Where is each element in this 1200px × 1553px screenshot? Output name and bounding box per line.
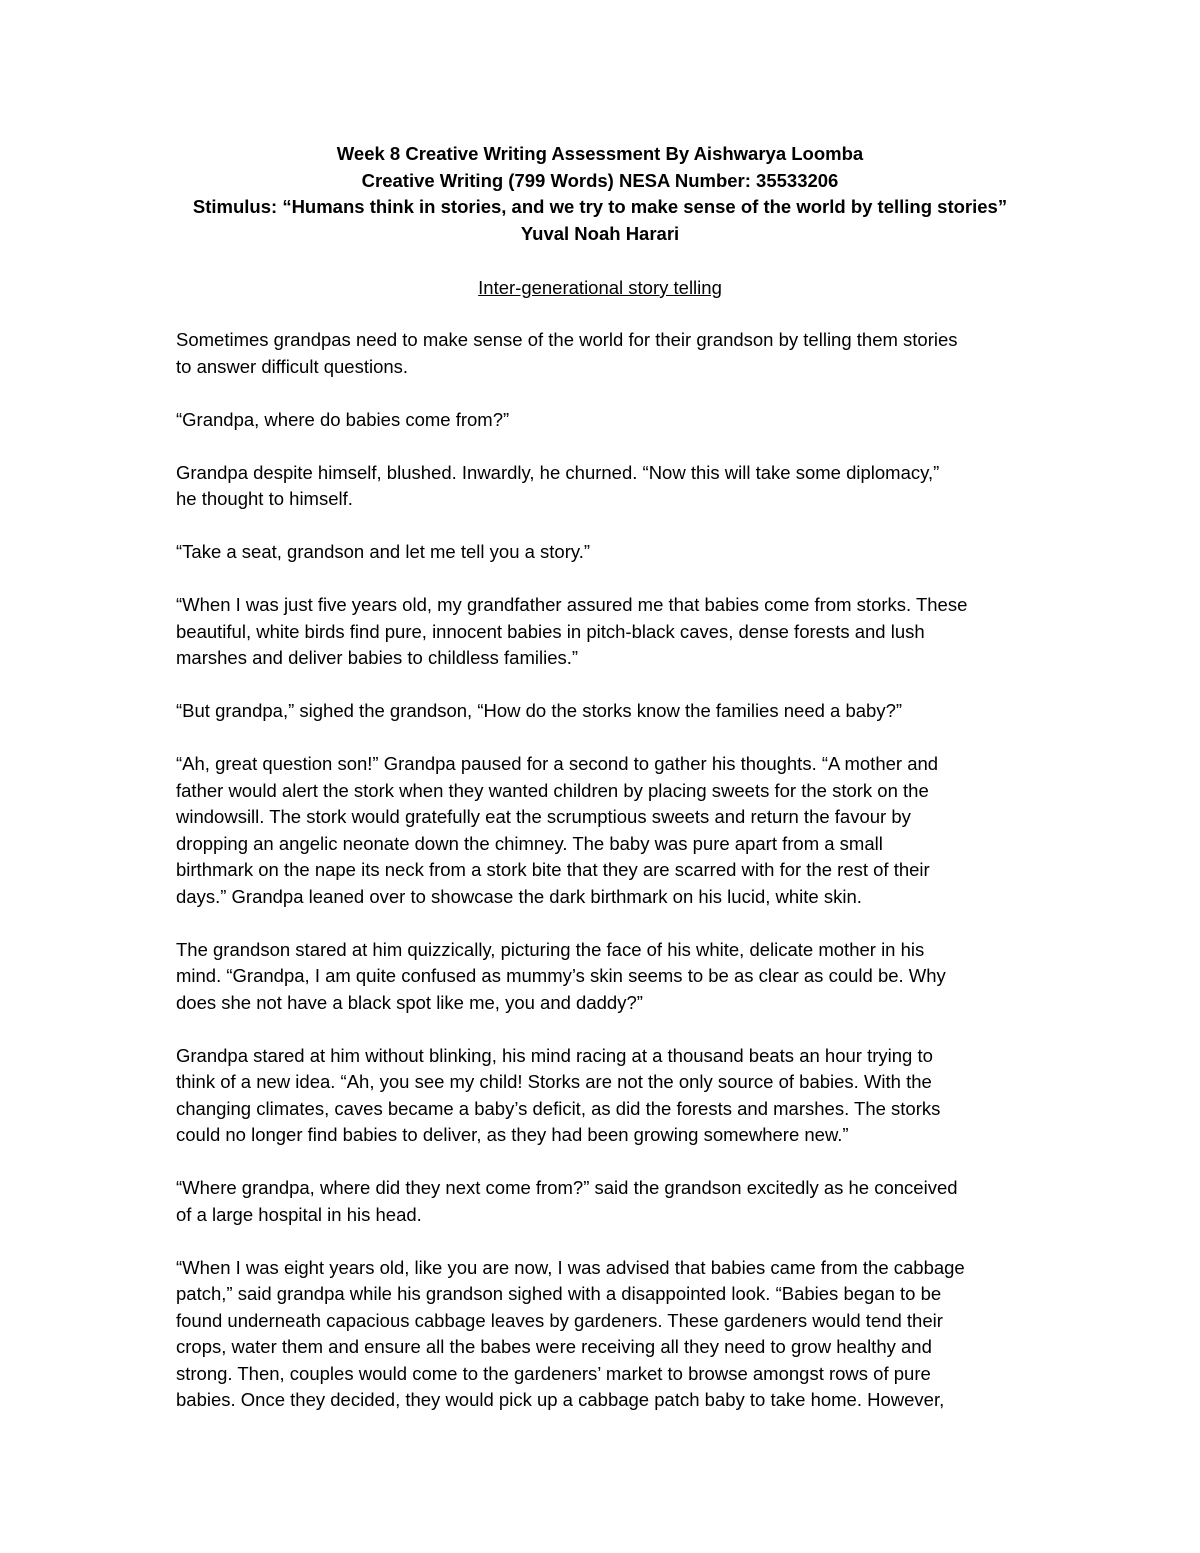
paragraph-line: mind. “Grandpa, I am quite confused as mummy’s skin seems to be as clear as could be. Why [176,965,946,986]
paragraph-line: “But grandpa,” sighed the grandson, “How do the storks know the families need a baby?” [176,700,903,721]
paragraph-line: “Grandpa, where do babies come from?” [176,408,510,430]
paragraph-line: found underneath capacious cabbage leaves by gardeners. These gardeners would tend their [176,1309,943,1331]
story-paragraph [176,460,1036,513]
stimulus-author: Yuval Noah Harari [520,222,680,244]
story-paragraph [176,937,1036,1017]
paragraph-line: babies. Once they decided, they would pick up a cabbage patch baby to take home. However, [176,1389,945,1410]
paragraph-line: Sometimes grandpas need to make sense of the world for their grandson by telling them stories [176,329,958,350]
paragraph-line: Grandpa stared at him without blinking, his mind racing at a thousand beats an hour trying to [176,1044,933,1066]
paragraph-line: to answer difficult questions. [176,355,409,377]
paragraph-line: The grandson stared at him quizzically, picturing the face of his white, delicate mother in his [176,938,925,960]
story-body [176,327,1036,1440]
paragraph-line: marshes and deliver babies to childless families.” [176,647,579,668]
paragraph-line: changing climates, caves became a baby’s deficit, as did the forests and marshes. The storks [176,1097,941,1119]
word-count-line: Creative Writing (799 Words) NESA Number: 35533206 [361,169,839,191]
story-paragraph [176,407,1036,434]
paragraph-line: father would alert the stork when they wanted children by placing sweets for the stork on the [176,779,929,801]
paragraph-line: does she not have a black spot like me, you and daddy?” [176,991,643,1013]
story-paragraph [176,327,1036,380]
paragraph-line: crops, water them and ensure all the babes were receiving all they need to grow healthy and [176,1336,932,1357]
story-paragraph [176,1255,1036,1414]
paragraph-line: think of a new idea. “Ah, you see my child! Storks are not the only source of babies. With the [176,1071,932,1092]
story-paragraph [176,751,1036,910]
paragraph-line: “Take a seat, grandson and let me tell you a story.” [176,541,591,562]
title-line: Week 8 Creative Writing Assessment By Aishwarya Loomba [336,143,864,164]
paragraph-line: “When I was eight years old, like you are now, I was advised that babies came from the cabbage [176,1256,965,1278]
story-paragraph [176,1043,1036,1149]
story-title [0,275,1200,302]
paragraph-line: “When I was just five years old, my grandfather assured me that babies come from storks. These [176,594,968,615]
paragraph-line: patch,” said grandpa while his grandson sighed with a disappointed look. “Babies began to be [176,1283,942,1304]
paragraph-line: Grandpa despite himself, blushed. Inwardly, he churned. “Now this will take some diplomacy,” [176,461,940,483]
story-title-text: Inter-generational story telling [478,277,722,298]
paragraph-line: dropping an angelic neonate down the chimney. The baby was pure apart from a small [176,832,883,854]
paragraph-line: “Where grandpa, where did they next come from?” said the grandson excitedly as he conceived [176,1177,958,1198]
paragraph-line: birthmark on the nape its neck from a stork bite that they are scarred with for the rest of their [176,859,930,880]
paragraph-line: could no longer find babies to deliver, as they had been growing somewhere new.” [176,1124,849,1145]
paragraph-line: “Ah, great question son!” Grandpa paused for a second to gather his thoughts. “A mother and [176,753,939,774]
paragraph-line: days.” Grandpa leaned over to showcase the dark birthmark on his lucid, white skin. [176,885,862,907]
paragraph-line: beautiful, white birds find pure, innocent babies in pitch-black caves, dense forests and lush [176,620,925,642]
paragraph-line: he thought to himself. [176,488,353,509]
paragraph-line: windowsill. The stork would gratefully eat the scrumptious sweets and return the favour by [176,806,911,827]
story-paragraph [176,592,1036,672]
document-header [0,141,1200,247]
stimulus-line: Stimulus: “Humans think in stories, and we try to make sense of the world by telling stories” [192,196,1008,217]
paragraph-line: of a large hospital in his head. [176,1203,422,1225]
paragraph-line: strong. Then, couples would come to the gardeners’ market to browse amongst rows of pure [176,1362,931,1384]
story-paragraph [176,539,1036,566]
story-paragraph [176,1175,1036,1228]
story-paragraph [176,698,1036,725]
